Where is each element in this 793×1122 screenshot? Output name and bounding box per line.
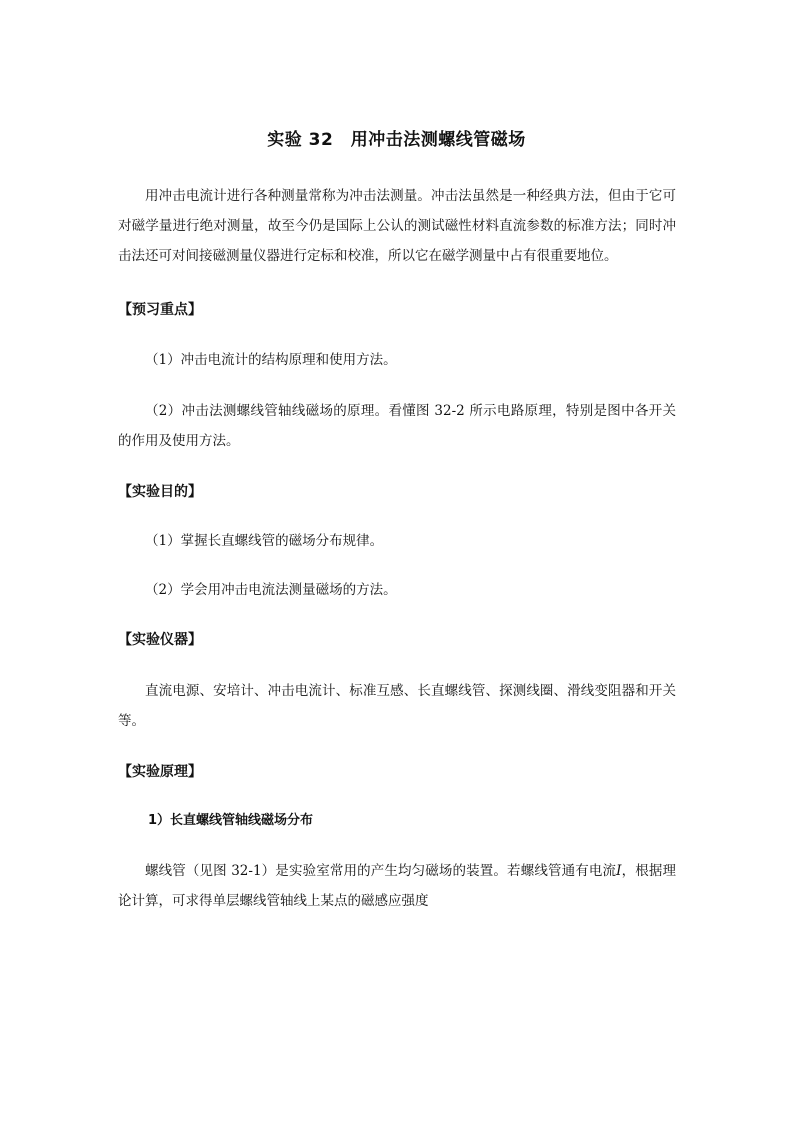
page-title: 实验 32 用冲击法测螺线管磁场 [267, 130, 526, 150]
principle-subheading: 1）长直螺线管轴线磁场分布 [148, 813, 314, 828]
section-heading-principle: 【实验原理】 [118, 764, 202, 780]
principle-text-after: ，根据理论计算，可求得单层螺线管轴线上某点的磁感应强度 [118, 863, 676, 909]
intro-paragraph: 用冲击电流计进行各种测量常称为冲击法测量。冲击法虽然是一种经典方法，但由于它可对磁学量进行绝对测量，故至今仍是国际上公认的测试磁性材料直流参数的标准方法；同时冲击法还可对间接磁测量仪器进行定标和校准，所以它在磁学测量中占有很重要地位。 [118, 188, 676, 264]
section-heading-purpose: 【实验目的】 [118, 484, 202, 500]
principle-paragraph [118, 856, 676, 916]
instruments-paragraph: 直流电源、安培计、冲击电流计、标准互感、长直螺线管、探测线圈、滑线变阻器和开关等。 [118, 683, 676, 729]
section-heading-instruments: 【实验仪器】 [118, 632, 202, 648]
purpose-item-2: （2）学会用冲击电流法测量磁场的方法。 [145, 582, 397, 598]
preview-item-1: （1）冲击电流计的结构原理和使用方法。 [145, 352, 397, 368]
preview-item-2: （2）冲击法测螺线管轴线磁场的原理。看懂图 32-2 所示电路原理，特别是图中各开关的作用及使用方法。 [118, 403, 676, 449]
purpose-item-1: （1）掌握长直螺线管的磁场分布规律。 [145, 533, 384, 549]
principle-text-before: 螺线管（见图 32-1）是实验室常用的产生均匀磁场的装置。若螺线管通有电流 [145, 863, 617, 879]
current-variable: I [616, 863, 622, 879]
section-heading-preview: 【预习重点】 [118, 302, 202, 318]
